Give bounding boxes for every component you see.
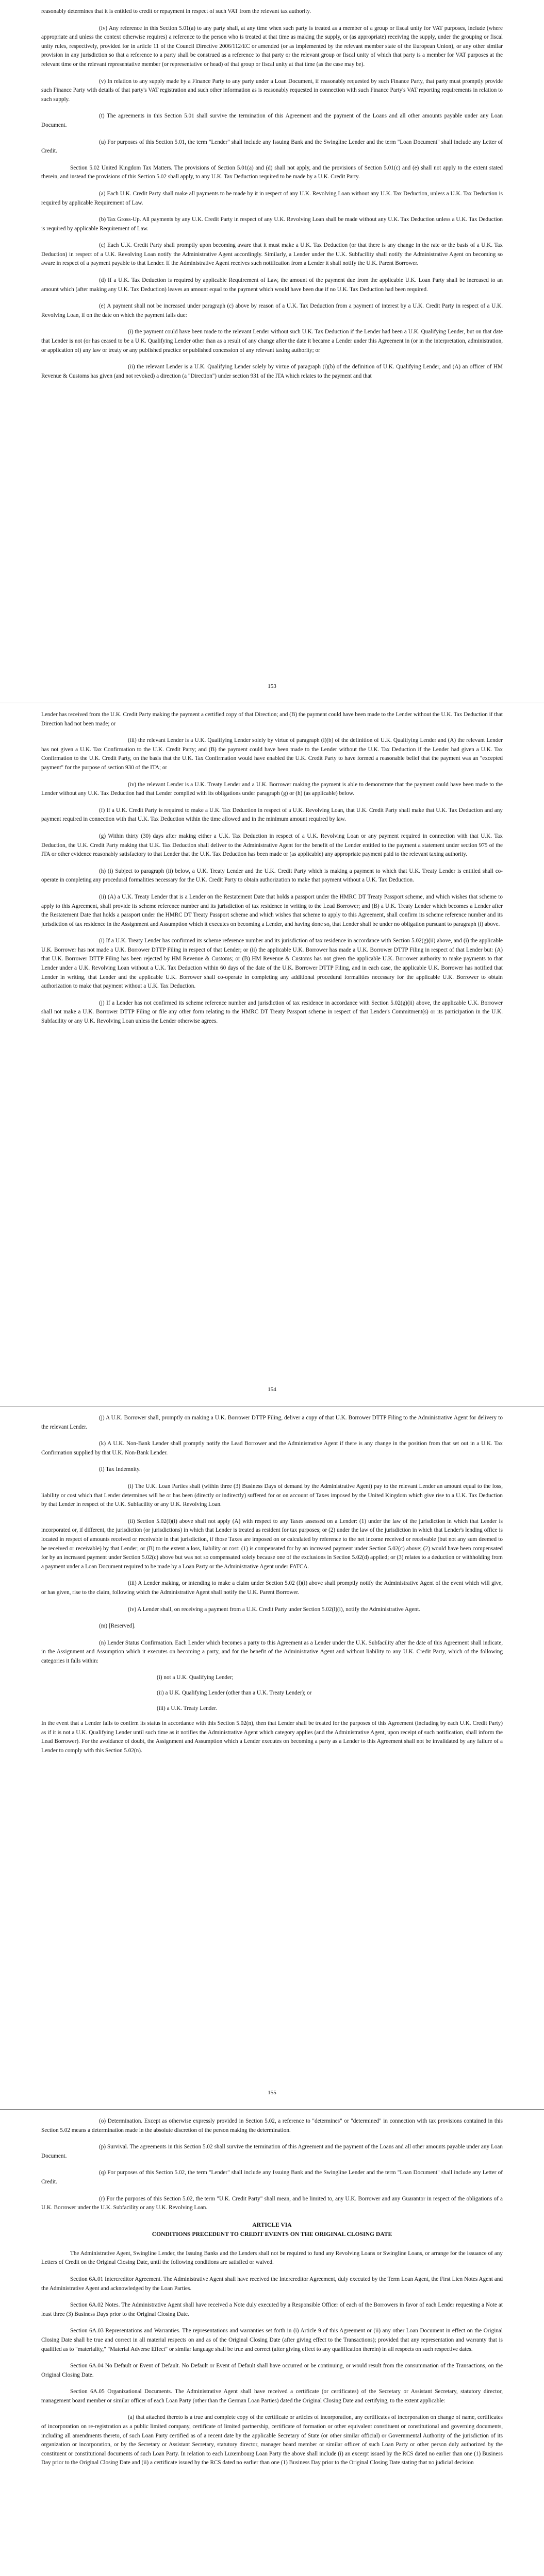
article-heading: ARTICLE VIA	[252, 2221, 292, 2228]
paragraph: (r) For the purposes of this Section 5.02, the term "U.K. Credit Party" shall mean, and be limited to, any U.K. Borrower and any Guarantor in respect of the obligations of a U.K. Borrower under the U.K. Subfacility or any U.K. Revolving Loan.	[41, 2195, 503, 2211]
paragraph: (p) Survival. The agreements in this Section 5.02 shall survive the termination of this Agreement and the payment of the Loans and all other amounts payable under any Loan Document.	[41, 2144, 503, 2159]
page-number: 153	[268, 683, 276, 689]
paragraph: (t) The agreements in this Section 5.01 shall survive the termination of this Agreement and the payment of the Loans and all other amounts payable under any Loan Document.	[41, 113, 503, 128]
paragraph: (ii) Section 5.02(l)(i) above shall not apply (A) with respect to any Taxes assessed on a Lender: (1) under the law of the jurisdiction in which that Lender is incorporated or, if different, the jurisdiction (or jurisdictions) in which that Lender is treated as resident for tax purposes; or (2) under the law of the jurisdiction in which that Lender's lending office is located in respect of amounts received or receivable in that jurisdiction, if those Taxes are imposed on or calculated by reference to the net income received or receivable (but not any sum deemed to be received or receivable) by that Lender; or (B) to the extent a loss, liability or cost: (1) is compensated for by an increased payment under Section 5.02(c) above; (2) would have been compensated for by an increased payment under Section 5.02(c) above but was not so compensated solely because one of the exclusions in Section 5.02(d) applied; or (3) relates to a deduction or withholding from a payment under a Loan Document required to be made by a Loan Party or the Administrative Agent under FATCA.	[41, 1518, 503, 1570]
paragraph: reasonably determines that it is entitled to credit or repayment in respect of such VAT from the relevant tax authority.	[41, 8, 311, 14]
paragraph: Section 6A.04 No Default or Event of Default. No Default or Event of Default shall have occurred or be continuing, or would result from the consummation of the Transactions, on the Original Closing Date.	[41, 2363, 503, 2378]
paragraph: Section 5.02 United Kingdom Tax Matters. The provisions of Section 5.01(a) and (d) shall not apply, and the provisions of Section 5.01(c) and (e) shall not apply to the extent stated therein, and instead the provisions of this Section 5.02 shall apply, to any U.K. Tax Deduction required to be made by a U.K. Credit Party.	[41, 164, 503, 180]
paragraph: In the event that a Lender fails to confirm its status in accordance with this Section 5.02(n), then that Lender shall be treated for the purposes of this Agreement (including by each U.K. Credit Party) as if it is not a U.K. Qualifying Lender until such time as it notifies the Administrative Agent which category applies (and the Administrative Agent, upon receipt of such notification, shall inform the Lead Borrower). For the avoidance of doubt, the Assignment and Assumption which a Lender executes on becoming a party as a Lender to this Agreement shall not be invalidated by any failure of a Lender to comply with this Section 5.02(n).	[41, 1720, 503, 1754]
paragraph: (o) Determination. Except as otherwise expressly provided in Section 5.02, a reference to "determines" or "determined" in connection with tax provisions contained in this Section 5.02 means a determination made in the absolute discretion of the person making the determination.	[41, 2118, 503, 2133]
paragraph: Section 6A.03 Representations and Warranties. The representations and warranties set forth in (i) Article 9 of this Agreement or (ii) any other Loan Document in effect on the Original Closing Date shall be true and correct in all material respects on and as of the Original Closing Date (after giving effect to the Transactions); provided that any representation and warranty that is qualified as to "materiality," "Material Adverse Effect" or similar language shall be true and correct (after giving effect to any qualification therein) in all respects on such respective dates.	[41, 2328, 503, 2352]
paragraph: (e) A payment shall not be increased under paragraph (c) above by reason of a U.K. Tax Deduction from a payment of interest by a U.K. Credit Party in respect of a U.K. Revolving Loan, if on the date on which the payment falls due:	[41, 303, 503, 318]
paragraph: (j) If a Lender has not confirmed its scheme reference number and jurisdiction of tax residence in accordance with Section 5.02(g)(ii) above, the applicable U.K. Borrower shall not make a U.K. Borrower DTTP Filing or file any other form relating to the HMRC DT Treaty Passport scheme in respect of that Lender's Commitment(s) or its participation in the U.K. Subfacility or any U.K. Revolving Loan unless the Lender otherwise agrees.	[41, 999, 503, 1025]
paragraph: The Administrative Agent, Swingline Lender, the Issuing Banks and the Lenders shall not be required to fund any Revolving Loans or Swingline Loans, or arrange for the issuance of any Letters of Credit on the Original Closing Date, until the following conditions are satisfied or waived.	[41, 2250, 503, 2266]
paragraph: Section 6A.02 Notes. The Administrative Agent shall have received a Note duly executed by a Responsible Officer of each of the Borrowers in favor of each Lender requesting a Note at least three (3) Business Days prior to the Original Closing Date.	[41, 2302, 503, 2317]
paragraph: (iv) Any reference in this Section 5.01(a) to any party shall, at any time when such party is treated as a member of a group or fiscal unity for VAT purposes, include (where appropriate and unless the context otherwise requires) a reference to the person who is treated at that time as making the supply, or (as appropriate) receiving the supply, under the grouping or fiscal unity rules, respectively, provided for in article 11 of the Council Directive 2006/112/EC or amended (or as implemented by the relevant member state of the European Union), or any other similar provision in any jurisdiction so that a reference to a party shall be construed as a reference to that party or the relevant group or fiscal unity of which that party is a member for VAT purposes at the relevant time or the relevant representative member (or representative or head) of that group or fiscal unity at that time (as the case may be).	[41, 25, 503, 67]
page-number: 155	[268, 2090, 276, 2096]
paragraph: (ii) (A) a U.K. Treaty Lender that is a Lender on the Restatement Date that holds a passport under the HMRC DT Treaty Passport scheme, and which wishes that scheme to apply to this Agreement, shall provide its scheme reference number and its jurisdiction of tax residence in writing to the Lead Borrower; and (B) a U.K. Treaty Lender which becomes a Lender after the Restatement Date that holds a passport under the HMRC DT Treaty Passport scheme and which wishes that scheme to apply to this Agreement, shall confirm its scheme reference number and its jurisdiction of tax residence in the Assignment and Assumption which it executes on becoming a Lender, and having done so, that Lender shall be under no obligation pursuant to paragraph (i) above.	[41, 893, 503, 927]
paragraph: (c) Each U.K. Credit Party shall promptly upon becoming aware that it must make a U.K. Tax Deduction (or that there is any change in the rate or the basis of a U.K. Tax Deduction) in respect of a U.K. Revolving Loan notify the Administrative Agent accordingly. Similarly, a Lender under the U.K. Subfacility shall notify the Administrative Agent on becoming so aware in respect of a payment payable to that Lender. If the Administrative Agent receives such notification from a Lender it shall notify the U.K. Parent Borrower.	[41, 242, 503, 267]
paragraph: (n) Lender Status Confirmation. Each Lender which becomes a party to this Agreement as a Lender under the U.K. Subfacility after the date of this Agreement shall indicate, in the Assignment and Assumption which it executes on becoming a party, and for the benefit of the Administrative Agent and without liability to any U.K. Credit Party, which of the following categories it falls within:	[41, 1639, 503, 1664]
paragraph: (b) Tax Gross-Up. All payments by any U.K. Credit Party in respect of any U.K. Revolving Loan shall be made without any U.K. Tax Deduction unless a U.K. Tax Deduction is required by applicable Requirement of Law.	[41, 216, 503, 232]
list-item: (i) not a U.K. Qualifying Lender;	[157, 1674, 234, 1681]
paragraph: (v) In relation to any supply made by a Finance Party to any party under a Loan Document, if reasonably requested by such Finance Party, that party must promptly provide such Finance Party with details of that party's VAT registration and such other information as is reasonably requested in connection with such Finance Party's VAT reporting requirements in relation to such supply.	[41, 78, 503, 103]
paragraph: Section 6A.01 Intercreditor Agreement. The Administrative Agent shall have received the Intercreditor Agreement, duly executed by the Term Loan Agent, the First Lien Notes Agent and the Administrative Agent and acknowledged by the Loan Parties.	[41, 2276, 503, 2292]
article-subheading: CONDITIONS PRECEDENT TO CREDIT EVENTS ON THE ORIGINAL CLOSING DATE	[152, 2230, 392, 2238]
paragraph: (j) A U.K. Borrower shall, promptly on making a U.K. Borrower DTTP Filing, deliver a copy of that U.K. Borrower DTTP Filing to the Administrative Agent for delivery to the relevant Lender.	[41, 1415, 503, 1430]
document-page	[0, 0, 544, 703]
paragraph: Lender has received from the U.K. Credit Party making the payment a certified copy of that Direction; and (B) the payment could have been made to the Lender without the U.K. Tax Deduction if that Direction had not been made; or	[41, 711, 503, 727]
paragraph: (iv) A Lender shall, on receiving a payment from a U.K. Credit Party under Section 5.02(l)(i), notify the Administrative Agent.	[128, 1606, 421, 1613]
list-item: (iii) a U.K. Treaty Lender.	[157, 1705, 218, 1711]
paragraph: (iii) the relevant Lender is a U.K. Qualifying Lender solely by virtue of paragraph (i)(b) of the definition of U.K. Qualifying Lender and (A) the relevant Lender has not given a U.K. Tax Confirmation to the U.K. Credit Party; and (B) the payment could have been made to the Lender without the U.K. Tax Deduction if the Lender had given a U.K. Tax Confirmation to the U.K. Credit Party, on the basis that the U.K. Tax Confirmation would have enabled the U.K. Credit Party to have formed a reasonable belief that the payment was an "excepted payment" for the purpose of section 930 of the ITA; or	[41, 737, 503, 771]
list-item: (ii) a U.K. Qualifying Lender (other than a U.K. Treaty Lender); or	[157, 1690, 312, 1697]
paragraph: (h) (i) Subject to paragraph (ii) below, a U.K. Treaty Lender and the U.K. Credit Party which is making a payment to which that U.K. Treaty Lender is entitled shall co-operate in completing any procedural formalities necessary for the U.K. Credit Party to obtain authorization to make that payment without a U.K. Tax Deduction.	[41, 868, 503, 884]
paragraph: (iii) A Lender making, or intending to make a claim under Section 5.02 (l)(i) above shall promptly notify the Administrative Agent of the event which will give, or has given, rise to the claim, following which the Administrative Agent shall notify the U.K. Parent Borrower.	[41, 1580, 503, 1596]
document-page	[0, 1406, 544, 2110]
paragraph: (k) A U.K. Non-Bank Lender shall promptly notify the Lead Borrower and the Administrative Agent if there is any change in the position from that set out in a U.K. Tax Confirmation supplied by that U.K. Non-Bank Lender.	[41, 1440, 503, 1456]
paragraph: (i) the payment could have been made to the relevant Lender without such U.K. Tax Deduction if the Lender had been a U.K. Qualifying Lender, but on that date that Lender is not (or has ceased to be a U.K. Qualifying Lender other than as a result of any change after the date it became a Lender under this Agreement in (or in the interpretation, administration, or application of) any law or treaty or any published practice or published concession of any relevant taxing authority; or	[41, 329, 503, 353]
paragraph: (l) Tax Indemnity.	[99, 1466, 141, 1473]
document-page	[0, 703, 544, 1406]
paragraph: (m) [Reserved].	[99, 1623, 136, 1630]
paragraph: Section 6A.05 Organizational Documents. The Administrative Agent shall have received a certificate (or certificates) of the Secretary or Assistant Secretary, statutory director, management board member or similar officer of each Loan Party (other than the German Loan Parties) dated the Original Closing Date and certifying, to the extent applicable:	[41, 2388, 503, 2404]
paragraph: (g) Within thirty (30) days after making either a U.K. Tax Deduction in respect of a U.K. Revolving Loan or any payment required in connection with that U.K. Tax Deduction, the U.K. Credit Party making that U.K. Tax Deduction shall deliver to the Administrative Agent for the benefit of the Lender entitled to the payment a statement under section 975 of the ITA or other evidence reasonably satisfactory to that Lender that the U.K. Tax Deduction has been made or (as applicable) any appropriate payment paid to the relevant taxing authority.	[41, 833, 503, 858]
paragraph: (a) Each U.K. Credit Party shall make all payments to be made by it in respect of any U.K. Revolving Loan without any U.K. Tax Deduction, unless a U.K. Tax Deduction is required by applicable Requirement of Law.	[41, 190, 503, 206]
paragraph: (ii) the relevant Lender is a U.K. Qualifying Lender solely by virtue of paragraph (i)(b) of the definition of U.K. Qualifying Lender, and (A) an officer of HM Revenue & Customs has given (and not revoked) a direction (a "Direction") under section 931 of the ITA which relates to the payment and that	[41, 364, 503, 379]
paragraph: (a) that attached thereto is a true and complete copy of the certificate or articles of incorporation, any certificates of incorporation on change of name, certificates of incorporation on re-registration as a public limited company, certificate of limited partnership, certificate of formation or other equivalent constituent or constitutional and governing documents, including all amendments thereto, of such Loan Party certified as of a recent date by the applicable Secretary of State (or other similar official) or Governmental Authority of the jurisdiction of its organization or incorporation, or by the Secretary or Assistant Secretary, statutory director, manager board member or similar officer of such Loan Party or other person duly authorized by the constituent or constitutional documents of such Loan Party. In relation to each Luxembourg Loan Party the above shall include (i) an excerpt issued by the RCS dated no earlier than one (1) Business Day prior to the Original Closing Date and (ii) a certificate issued by the RCS dated no earlier than one (1) Business Day prior to the Original Closing Date stating that no judicial decision	[41, 2414, 503, 2466]
paragraph: (d) If a U.K. Tax Deduction is required by applicable Requirement of Law, the amount of the payment due from the applicable U.K. Loan Party shall be increased to an amount which (after making any U.K. Tax Deduction) leaves an amount equal to the payment which would have been due if no U.K. Tax Deduction had been required.	[41, 277, 503, 293]
paragraph: (iv) the relevant Lender is a U.K. Treaty Lender and a U.K. Borrower making the payment is able to demonstrate that the payment could have been made to the Lender without any U.K. Tax Deduction had that Lender complied with its obligations under paragraph (g) or (h) (as applicable) below.	[41, 781, 503, 797]
paragraph: (q) For purposes of this Section 5.02, the term "Lender" shall include any Issuing Bank and the Swingline Lender and the term "Loan Document" shall include any Letter of Credit.	[41, 2170, 503, 2185]
page-number: 154	[268, 1386, 276, 1393]
paragraph: (i) If a U.K. Treaty Lender has confirmed its scheme reference number and its jurisdiction of tax residence in accordance with Section 5.02(g)(ii) above, and (i) the applicable U.K. Borrower has not made a U.K. Borrower DTTP Filing in respect of that Lender; or (ii) the applicable U.K. Borrower has made a U.K. Borrower DTTP Filing in respect of that Lender but: (A) that U.K. Borrower DTTP Filing has been rejected by HM Revenue & Customs; or (B) HM Revenue & Customs has not given the applicable U.K. Borrower authority to make payments to that Lender under a U.K. Revolving Loan without a U.K. Tax Deduction within 60 days of the date of the U.K. Borrower DTTP Filing, and in each case, the applicable U.K. Borrower has notified that Lender in writing, that Lender and the applicable U.K. Borrower shall co-operate in completing any additional procedural formalities necessary for the applicable U.K. Borrower to obtain authorization to make that payment without a U.K. Tax Deduction.	[41, 938, 503, 990]
article-heading-block	[41, 2221, 503, 2239]
paragraph: (u) For purposes of this Section 5.01, the term "Lender" shall include any Issuing Bank and the Swingline Lender and the term "Loan Document" shall include any Letter of Credit.	[41, 139, 503, 155]
document-page	[0, 2110, 544, 2576]
paragraph: (i) The U.K. Loan Parties shall (within three (3) Business Days of demand by the Administrative Agent) pay to the relevant Lender an amount equal to the loss, liability or cost which that Lender determines will be or has been (directly or indirectly) suffered for or on account of Taxes imposed by the United Kingdom which give rise to a U.K. Tax Deduction by that Lender in respect of the U.K. Subfacility or any U.K. Revolving Loan.	[41, 1483, 503, 1508]
paragraph: (f) If a U.K. Credit Party is required to make a U.K. Tax Deduction in respect of a U.K. Revolving Loan, that U.K. Credit Party shall make that U.K. Tax Deduction and any payment required in connection with that U.K. Tax Deduction within the time allowed and in the minimum amount required by law.	[41, 807, 503, 823]
